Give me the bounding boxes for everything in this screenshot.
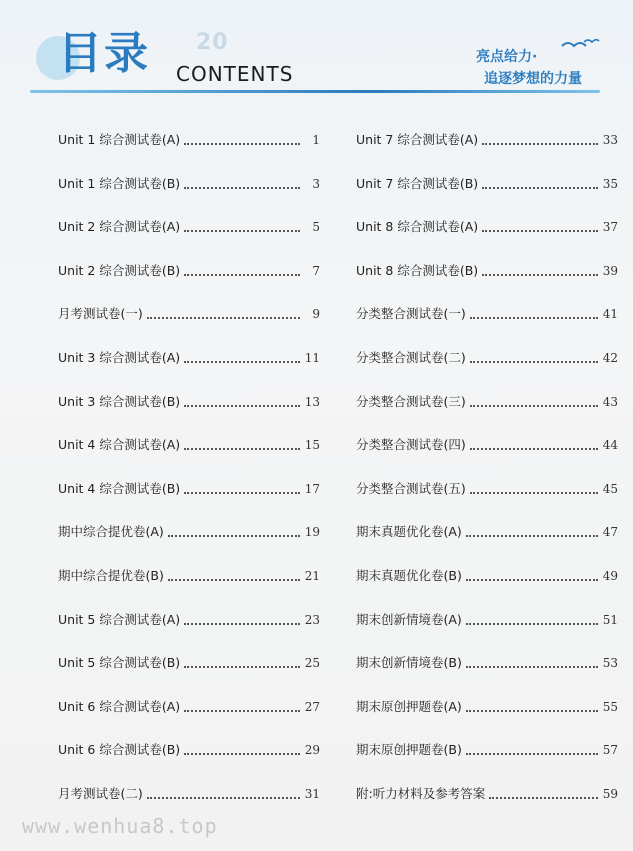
dot-leader [470, 405, 598, 407]
toc-entry [356, 124, 618, 168]
dot-leader [184, 448, 300, 450]
toc-entry [58, 342, 320, 386]
toc-entry-page: 11 [304, 350, 320, 365]
toc-entry-title: Unit 1 综合测试卷(A) [58, 132, 181, 147]
toc-entry-page: 41 [602, 307, 618, 322]
dot-leader [184, 405, 300, 407]
toc-entry-page: 59 [602, 786, 618, 801]
toc-entry-title: Unit 3 综合测试卷(A) [58, 349, 181, 365]
toc-entry [356, 778, 618, 822]
toc-entry [356, 516, 618, 560]
toc-entry-page: 17 [304, 481, 320, 496]
toc-entry-page: 7 [312, 263, 320, 278]
dot-leader [168, 579, 300, 581]
toc-entry-page: 29 [304, 743, 320, 758]
dot-leader [466, 753, 598, 755]
toc-entry [356, 604, 618, 648]
dot-leader [184, 710, 300, 712]
header-divider [30, 90, 600, 93]
dot-leader [489, 797, 598, 799]
toc-entry [58, 255, 320, 299]
toc-entry [356, 211, 618, 255]
toc-entry-title: Unit 6 综合测试卷(B) [58, 742, 181, 758]
toc-entry-title: Unit 7 综合测试卷(A) [356, 132, 479, 147]
toc-entry-title: Unit 8 综合测试卷(A) [356, 219, 479, 235]
dot-leader [466, 710, 598, 712]
dot-leader [184, 187, 300, 189]
toc-entry-title: Unit 2 综合测试卷(B) [58, 262, 181, 278]
toc-entry-title: Unit 8 综合测试卷(B) [356, 262, 479, 278]
toc-entry-title: 分类整合测试卷(三) [356, 393, 466, 409]
page-title: 目录 [58, 28, 150, 79]
dot-leader [147, 317, 300, 319]
toc-entry [58, 211, 320, 255]
toc-entry-page: 51 [602, 612, 618, 627]
dot-leader [466, 666, 598, 668]
toc-entry-page: 21 [304, 568, 320, 583]
toc-entry-title: 分类整合测试卷(二) [356, 349, 466, 365]
toc-entry-title: 分类整合测试卷(一) [356, 306, 466, 322]
dot-leader [470, 448, 598, 450]
toc-entry-page: 35 [602, 176, 618, 191]
toc-entry-page: 19 [304, 525, 320, 540]
toc-entry-page: 3 [312, 176, 320, 191]
toc-entry [58, 386, 320, 430]
toc-entry-title: 期末原创押题卷(A) [356, 698, 462, 714]
dot-leader [184, 623, 300, 625]
toc-entry-page: 5 [312, 220, 320, 235]
toc-entry-page: 53 [602, 656, 618, 671]
toc-entry-page: 27 [304, 699, 320, 714]
toc-entry-title: 分类整合测试卷(五) [356, 480, 466, 496]
toc-column-right [356, 124, 618, 822]
toc-entry [356, 473, 618, 517]
toc-entry-title: 期末真题优化卷(B) [356, 567, 462, 583]
dot-leader [184, 666, 300, 668]
toc-entry-title: 期末真题优化卷(A) [356, 524, 462, 540]
dot-leader [482, 230, 598, 232]
decorative-year: 20 [196, 30, 229, 55]
dot-leader [470, 317, 598, 319]
dot-leader [482, 274, 598, 276]
dot-leader [184, 274, 300, 276]
toc-entry-page: 42 [602, 350, 618, 365]
toc-entry-page: 25 [304, 656, 320, 671]
toc-entry-title: 分类整合测试卷(四) [356, 437, 466, 453]
slogan-line-2: 追逐梦想的力量 [484, 71, 582, 87]
toc-entry [356, 255, 618, 299]
toc-entry-page: 31 [304, 786, 320, 801]
toc-entry-page: 55 [602, 699, 618, 714]
toc-entry [356, 691, 618, 735]
toc-entry [356, 560, 618, 604]
toc-entry-title: Unit 6 综合测试卷(A) [58, 698, 181, 714]
toc-entry [58, 734, 320, 778]
dot-leader [184, 143, 300, 145]
toc-entry [58, 429, 320, 473]
toc-entry-page: 1 [312, 133, 320, 147]
toc-entry [58, 168, 320, 212]
toc-entry-page: 15 [304, 438, 320, 453]
toc-entry-title: Unit 4 综合测试卷(A) [58, 437, 181, 453]
toc-entry [356, 429, 618, 473]
toc-entry-page: 57 [602, 743, 618, 758]
toc-entry-title: Unit 4 综合测试卷(B) [58, 480, 181, 496]
toc-entry-page: 39 [602, 263, 618, 278]
toc-entry-title: 期中综合提优卷(A) [58, 524, 164, 540]
dot-leader [184, 753, 300, 755]
toc-entry-title: 期末原创押题卷(B) [356, 742, 462, 758]
dot-leader [184, 492, 300, 494]
toc-entry-page: 47 [602, 525, 618, 540]
toc-entry-page: 45 [602, 481, 618, 496]
toc-entry [356, 386, 618, 430]
birds-icon [560, 36, 600, 56]
dot-leader [470, 361, 598, 363]
dot-leader [466, 579, 598, 581]
dot-leader [147, 797, 300, 799]
toc-entry-title: Unit 7 综合测试卷(B) [356, 175, 479, 191]
dot-leader [466, 623, 598, 625]
toc-entry-page: 33 [602, 133, 618, 147]
toc-entry-title: 期中综合提优卷(B) [58, 567, 164, 583]
dot-leader [482, 187, 598, 189]
toc-entry-page: 49 [602, 568, 618, 583]
toc-entry-title: Unit 1 综合测试卷(B) [58, 175, 181, 191]
dot-leader [470, 492, 598, 494]
dot-leader [482, 143, 598, 145]
toc-entry [58, 604, 320, 648]
toc-entry-title: 期末创新情境卷(B) [356, 655, 462, 671]
toc-entry-title: Unit 3 综合测试卷(B) [58, 393, 181, 409]
page-title-english: CONTENTS [176, 62, 294, 86]
toc-entry-title: Unit 5 综合测试卷(A) [58, 611, 181, 627]
toc-column-left [58, 124, 320, 822]
toc-entry-title: 月考测试卷(一) [58, 306, 143, 322]
dot-leader [184, 361, 300, 363]
slogan [476, 46, 626, 90]
toc-entry [356, 647, 618, 691]
toc-entry [356, 342, 618, 386]
toc-entry-page: 13 [304, 394, 320, 409]
toc-entry [58, 647, 320, 691]
dot-leader [184, 230, 300, 232]
toc-entry-title: Unit 2 综合测试卷(A) [58, 219, 181, 235]
page-header [0, 0, 633, 100]
toc-entry [356, 298, 618, 342]
toc-entry [58, 124, 320, 168]
slogan-line-1: 亮点给力· [476, 49, 538, 65]
dot-leader [466, 535, 598, 537]
toc-entry [356, 168, 618, 212]
toc-entry [58, 516, 320, 560]
watermark: www.wenhua8.top [22, 814, 218, 838]
toc-entry-title: 期末创新情境卷(A) [356, 611, 462, 627]
toc-entry [356, 734, 618, 778]
dot-leader [168, 535, 300, 537]
toc-entry-title: 附:听力材料及参考答案 [356, 785, 486, 801]
toc-entry-page: 37 [602, 220, 618, 235]
toc-entry [58, 473, 320, 517]
toc-entry-page: 9 [312, 307, 320, 322]
toc-entry-title: 月考测试卷(二) [58, 785, 143, 801]
toc-entry-title: Unit 5 综合测试卷(B) [58, 655, 181, 671]
toc-entry-page: 44 [602, 438, 618, 453]
toc-entry [58, 560, 320, 604]
toc-entry-page: 43 [602, 394, 618, 409]
toc-entry-page: 23 [304, 612, 320, 627]
toc-entry [58, 298, 320, 342]
toc-entry [58, 691, 320, 735]
